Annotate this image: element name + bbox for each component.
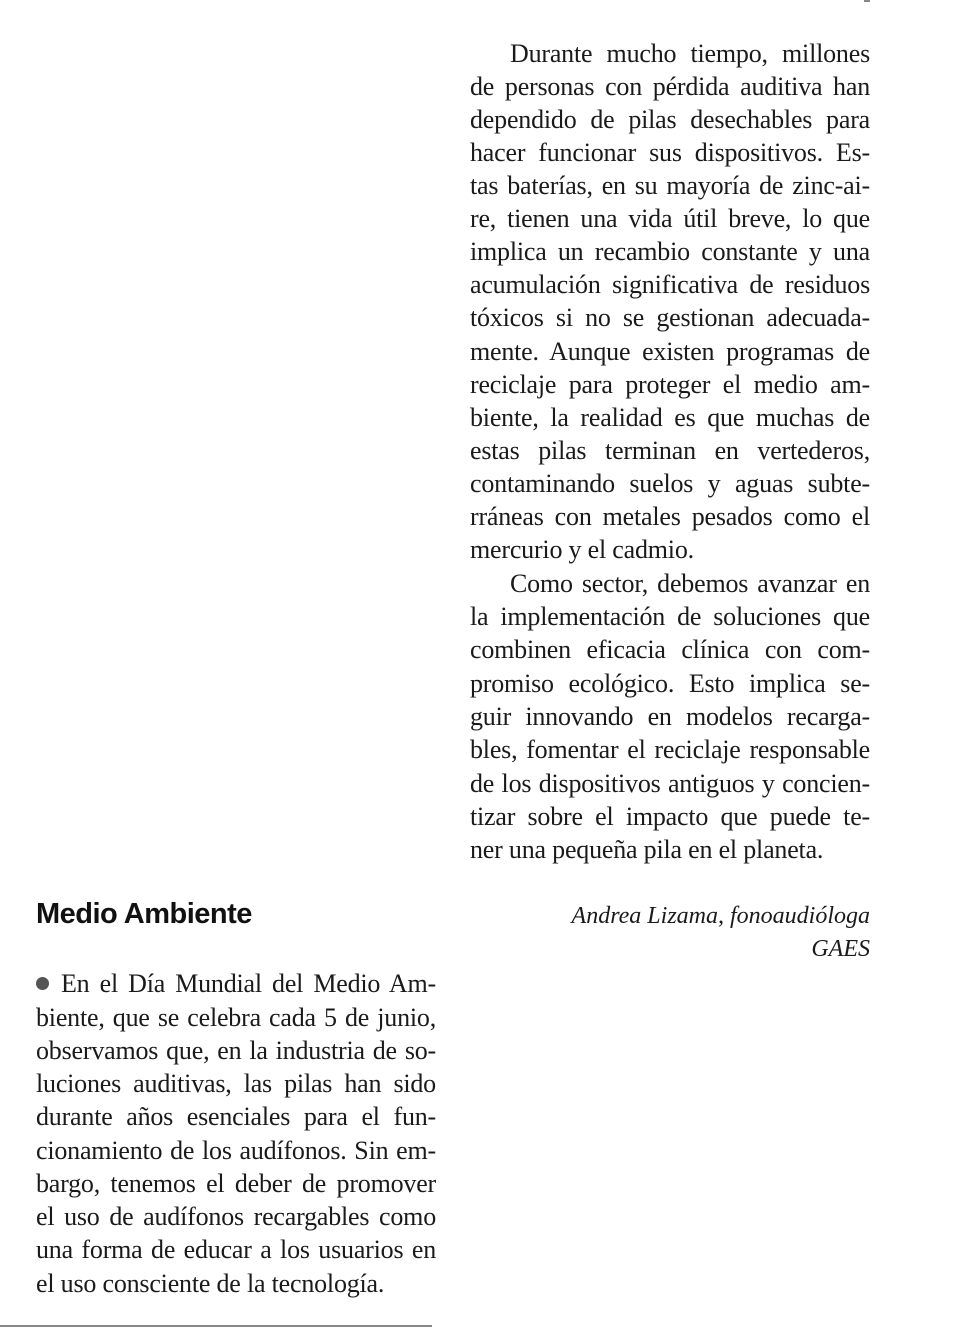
left-line: el uso de audífonos recargables como [36,1202,436,1231]
p2-line: guir innovando en modelos recarga- [470,702,870,731]
author-signature: Andrea Lizama, fonoaudióloga [571,903,870,929]
left-line: cionamiento de los audífonos. Sin em- [36,1136,436,1165]
p1-line: rráneas con metales pesados como el [470,502,870,531]
p1-line: de personas con pérdida auditiva han [470,72,870,101]
p1-line: hacer funcionar sus dispositivos. Es- [470,138,870,167]
p2-line: de los dispositivos antiguos y concien- [470,769,870,798]
bullet-icon [36,977,49,990]
p1-line: tas baterías, en su mayoría de zinc-ai- [470,171,870,200]
p2-line: ner una pequeña pila en el planeta. [470,835,824,864]
p1-line: implica un recambio constante y una [470,237,870,266]
left-line: observamos que, en la industria de so- [36,1036,436,1065]
section-heading: Medio Ambiente [36,898,252,930]
left-line: biente, que se celebra cada 5 de junio, [36,1003,436,1032]
corner-rule [864,0,870,2]
p1-line: tóxicos si no se gestionan adecuada- [470,303,870,332]
p2-line: combinen eficacia clínica con com- [470,635,870,664]
p1-line: mente. Aunque existen programas de [470,337,870,366]
p2-line: promiso ecológico. Esto implica se- [470,669,870,698]
left-paragraph-first-line [36,967,436,1000]
left-line: el uso consciente de la tecnología. [36,1269,385,1298]
p2-line: Como sector, debemos avanzar en [510,569,870,598]
left-line: bargo, tenemos el deber de promover [36,1169,436,1198]
left-line: una forma de educar a los usuarios en [36,1235,436,1264]
p2-line: tizar sobre el impacto que puede te- [470,802,870,831]
p1-line: biente, la realidad es que muchas de [470,403,870,432]
p1-line: acumulación significativa de residuos [470,270,870,299]
author-organization: GAES [811,936,870,962]
p1-line: mercurio y el cadmio. [470,535,694,564]
p2-line: la implementación de soluciones que [470,602,870,631]
left-line-text: En el Día Mundial del Medio Am- [61,969,436,998]
left-line: durante años esenciales para el fun- [36,1102,436,1131]
p1-line: re, tienen una vida útil breve, lo que [470,204,870,233]
left-line: luciones auditivas, las pilas han sido [36,1069,436,1098]
p1-line: estas pilas terminan en vertederos, [470,436,870,465]
p2-line: bles, fomentar el reciclaje responsable [470,735,870,764]
p1-line: contaminando suelos y aguas subte- [470,469,870,498]
p1-line: dependido de pilas desechables para [470,105,870,134]
bottom-divider [0,1325,432,1327]
p1-line: reciclaje para proteger el medio am- [470,370,870,399]
p1-line: Durante mucho tiempo, millones [510,39,870,68]
